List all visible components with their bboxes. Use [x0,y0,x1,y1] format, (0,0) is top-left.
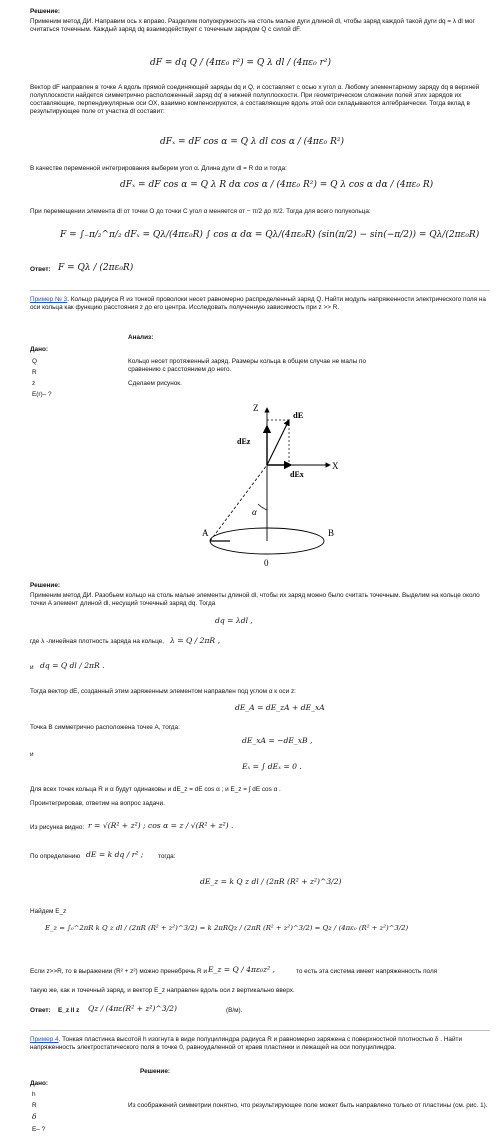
label-A: A [202,528,209,538]
solution-1-variable-text: В качестве переменной интегрирования выберем угол α. Длина дуги dl = R dα и тогда: [30,165,287,172]
equation-Ez-integral: E_z = ∫₀^2πR k Q z dl / (2πR (R² + z²)^3/2) = k 2πRQz / (2πR (R² + z²)^3/2) = Qz / (4πε₀ (R² + z²)^3/2) [45,924,409,932]
solution-2-intro: Применим метод ДИ. Разобьем кольцо на столь малые элементы длиной dl, чтобы их заряд можно было считать точечным. Выделим на кольце около точки A элемент длиной dl, несущий точечный заряд dq. Тогда [30,592,480,607]
answer-label-1: Ответ: [30,266,51,273]
equation-dF: dF = dq Q / (4πε₀ r²) = Q λ dl / (4πε₀ r²) [150,58,331,68]
given-4-unknown: E– ? [32,1126,46,1133]
where-lambda-text: где λ -линейная плотность заряда на кольце, [30,638,164,645]
solution-heading-1: Решение: [30,8,61,15]
label-Z: Z [253,403,259,413]
all-points-text: Для всех точек кольца R и α будут одинаковы и dE_z = dE cos α ; и E_z = ∫ dE cos α . [30,786,281,793]
label-alpha: α [252,507,257,517]
analysis-text-1: Кольцо несет протяженный заряд. Размеры кольца в общем случае не малы по сравнению с расстоянием до него. [128,358,366,373]
label-B: B [328,528,335,538]
equation-dEA: dE_A = dE_zA + dE_xA [235,703,325,712]
given-heading-3: Дано: [30,346,48,353]
label-dEz: dEz [237,437,251,446]
solution-1-vector-text: Вектор dF направлен в точке A вдоль прямой соединяющей заряды dq и Q, и составляет с осью x угол α. Любому элементарному заряду dq в верхней полуплоскости найдется симметрично расположенный заряд dq′ в нижней полуплоскости. При геометрическом сложении полей этих зарядов их составляющие, перпендикулярные оси OX, взаимно компенсируются, а составляющие вдоль этой оси складываются алгебраически. Тогда вклад в результирующее поле от участка dl составит: [30,84,480,115]
then-text: тогда: [158,853,176,860]
label-dE: dE [293,410,304,420]
given-4-delta: δ [32,1112,37,1121]
equation-Ez-point: E_z = Q / 4πε₀z² , [208,965,275,974]
label-X: X [332,461,339,471]
given-3-Q: Q [32,358,37,365]
point-B-text: Точка B симметрично расположена точке A, тогда: [30,724,180,731]
find-Ez-text: Найдем E_z [30,908,67,915]
analysis-heading: Анализ: [128,334,154,341]
analysis-text-2: Сделаем рисунок. [128,380,182,387]
equation-F-integral: F = ∫₋π/₂^π/₂ dFₓ = Qλ/(4πε₀R) ∫ cos α dα = Qλ/(4πε₀R) (sin(π/2) − sin(−π/2)) = Qλ/(2πε₀R) [60,230,480,240]
equation-lambda: λ = Q / 2πR , [170,636,220,645]
if-z-text: Если z>>R, то в выражении (R² + z²) можно пренебречь R и [30,968,207,975]
and-text-2: и [30,751,34,758]
solution-heading-4: Решение: [140,1068,171,1075]
equation-dFx: dFₓ = dF cos α = Q λ dl cos α / (4πε₀ R²) [160,137,345,147]
label-dEx: dEx [290,470,304,479]
same-as-point-text: такую же, как и точечный заряд, и вектор E_z направлен вдоль оси z вертикально вверх. [30,987,295,994]
ring-field-figure [190,398,350,576]
equation-r-cos: r = √(R² + z²) ; cos α = z / √(R² + z²) . [88,821,234,830]
if-z-text-2: то есть эта система имеет напряженность поля [296,968,438,975]
alpha-arc [258,504,267,510]
example-3-statement [30,296,492,312]
definition-text: По определению [30,853,81,860]
example-4-statement [30,1036,492,1052]
divider-2 [30,1030,490,1031]
example-3-text: . Кольцо радиуса R из тонкой проволоки несет равномерно распределенный заряд Q. Найти модуль напряженности электрического поля на оси кольца как функцию расстояния z до его центра. Исследовать полученную зависимость при z >> R. [30,296,486,311]
answer-unit-2: (В/м). [226,1007,243,1014]
divider-1 [30,290,490,291]
answer-equation-2: Qz / (4πε(R² + z²)^3/2) [88,1004,177,1013]
integrate-text: Проинтегрировав, ответим на вопрос задачи. [30,800,165,807]
equation-dE-def: dE = k dq / r² ; [86,850,144,859]
given-3-z: z [32,380,36,387]
given-3-unknown: E(r)– ? [32,391,52,398]
given-3-R: R [32,369,37,376]
solution-1-integration-text: При перемещении элемента dl от точки O до точки C угол α меняется от − π/2 до π/2. Тогда для всего полукольца: [30,208,371,215]
given-4-h: h [32,1091,36,1098]
example-4-link[interactable]: Пример 4 [30,1036,59,1043]
example-4-text: . Тонкая пластинка высотой h изогнута в виде полуцилиндра радиуса R и равномерно заряжена с поверхностной плотностью δ . Найти напряженность электростатического поля в точке 0, равноудаленной от краев пластинки и лежащей на оси полуцилиндра. [30,1036,463,1051]
vector-dE-text: Тогда вектор dE, созданный этим заряженным элементом направлен под углом α к оси z: [30,688,296,695]
equation-dExA: dE_xA = −dE_xB , [242,736,313,745]
symmetry-text: Из соображений симметрии понятно, что результирующее поле может быть направлено только от пластины (см. рис. 1). [128,1102,488,1109]
equation-dq: dq = λdl , [215,616,253,625]
given-heading-4: Дано: [30,1080,48,1087]
dE-vector [267,420,289,465]
solution-1-intro: Применим метод ДИ. Направим ось x вправо. Разделим полуокружность на столь малые дуги длиной dl, чтобы заряд каждой такой дуги dq = λ dl мог считаться точечным. Каждый заряд dq взаимодействует с точечным зарядом Q с силой dF. [30,18,475,33]
example-3-link[interactable]: Пример № 3 [30,296,68,303]
and-text-1: и [30,664,34,671]
equation-dq-ring: dq = Q dl / 2πR . [40,661,105,670]
label-O: 0 [264,558,269,568]
solution-heading-2: Решение: [30,582,61,589]
answer-label-2: Ответ: [30,1007,51,1014]
equation-dEz: dE_z = k Q z dl / (2πR (R² + z²)^3/2) [200,877,342,886]
given-4-R: R [32,1102,37,1109]
from-figure-text: Из рисунка видно: [30,824,85,831]
answer-prefix-2: E_z ll z [58,1007,80,1014]
answer-equation-1: F = Qλ / (2πε₀R) [58,263,134,273]
equation-dFx-alpha: dFₓ = dF cos α = Q λ R dα cos α / (4πε₀ R²) = Q λ cos α dα / (4πε₀ R) [120,180,434,190]
equation-Ex-zero: Eₓ = ∫ dEₓ = 0 . [242,762,302,771]
